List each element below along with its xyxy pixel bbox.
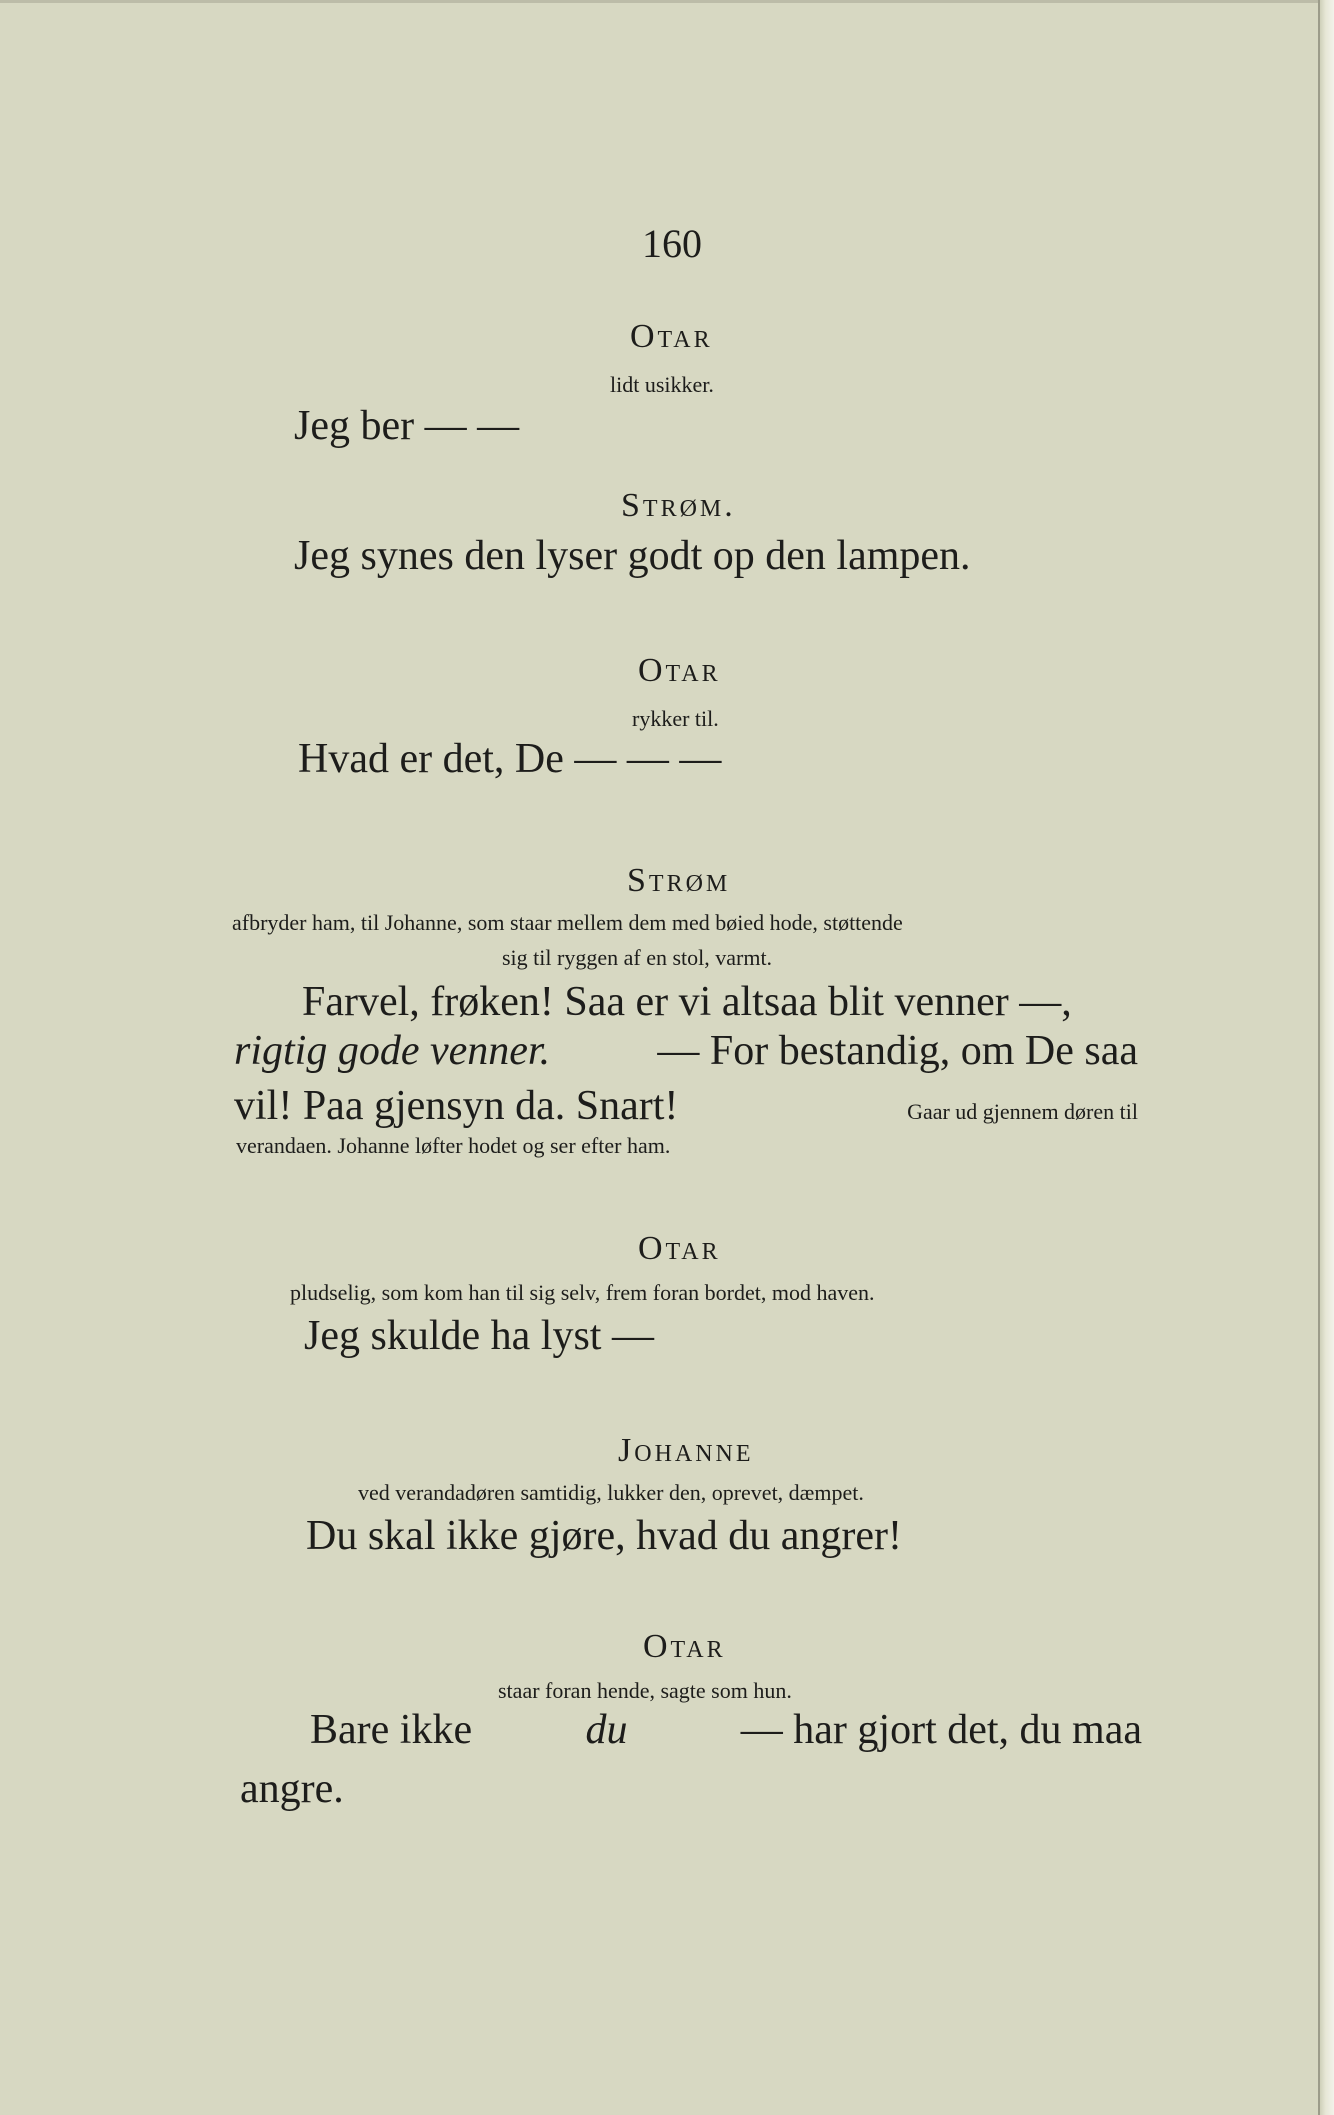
stage-direction: pludselig, som kom han til sig selv, frem foran bordet, mod haven. [290,1280,875,1305]
page-number: 160 [642,221,702,266]
dialogue-line: Jeg skulde ha lyst — [304,1313,654,1359]
dialogue-line: Hvad er det, De — — — [298,736,722,782]
stage-direction: staar foran hende, sagte som hun. [498,1678,792,1703]
dialogue-text: vil! Paa gjensyn da. Snart! [234,1083,679,1129]
stage-direction: rykker til. [632,706,719,731]
emphasized-text: rigtig gode venner. [234,1028,551,1074]
dialogue-line: Farvel, frøken! Saa er vi altsaa blit venner —, [302,979,1072,1025]
speaker-otar: Otar [638,1230,721,1267]
stage-direction: Gaar ud gjennem døren til [907,1099,1138,1124]
page-top-edge [0,0,1334,3]
stage-direction: sig til ryggen af en stol, varmt. [502,945,773,970]
speaker-johanne: Johanne [618,1432,754,1469]
speaker-strom: Strøm. [621,487,736,524]
dialogue-text: — For bestandig, om De saa [657,1028,1138,1074]
dialogue-line [234,1027,1138,1075]
dialogue-text: Bare ikke [310,1707,473,1753]
stage-direction: verandaen. Johanne løfter hodet og ser efter ham. [236,1133,671,1158]
dialogue-line [310,1706,1142,1754]
stage-direction: ved verandadøren samtidig, lukker den, oprevet, dæmpet. [358,1480,864,1505]
speaker-otar: Otar [643,1628,726,1665]
dialogue-line: angre. [240,1766,344,1812]
stage-direction: afbryder ham, til Johanne, som staar mellem dem med bøied hode, støttende [232,910,903,935]
speaker-otar: Otar [638,652,721,689]
dialogue-text: — har gjort det, du maa [740,1707,1142,1753]
speaker-strom: Strøm [627,862,731,899]
speaker-otar: Otar [630,318,713,355]
emphasized-text: du [585,1707,628,1753]
dialogue-line: Du skal ikke gjøre, hvad du angrer! [306,1513,902,1559]
stage-direction: lidt usikker. [610,372,714,397]
dialogue-line: Jeg ber — — [294,403,520,449]
dialogue-line: Jeg synes den lyser godt op den lampen. [294,533,971,579]
page-right-edge [1318,0,1334,2115]
dialogue-line [234,1082,1138,1130]
